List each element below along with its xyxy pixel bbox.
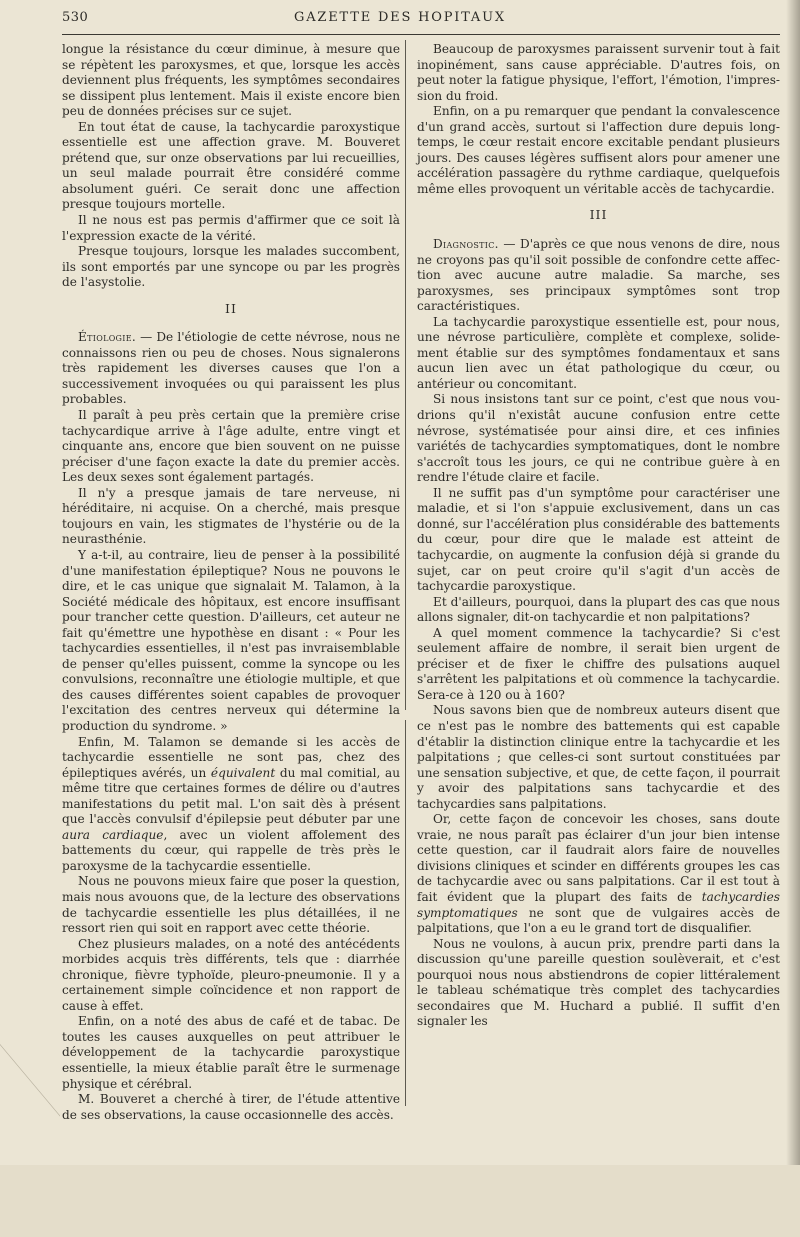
page-fold [0, 1044, 60, 1237]
paragraph: Si nous insistons tant sur ce point, c'est que nous voudrions qu'il n'existât aucune confusion entre cette névrose, systématisée pour ainsi dire, et ces infinies variétés de tachycardies symptomatiques, dont le nombre s'accroît tous les jours, ce qui ne contribue guère à en rendre l'étude claire et facile. [417, 392, 780, 485]
paragraph: A quel moment commence la tachycardie? Si c'est seulement affaire de nombre, il serait bien urgent de préciser et de fixer le chiffre des pulsations auquel s'arrêtent les palpitations et où commence la tachycardie. Sera-ce à 120 ou à 160? [417, 625, 780, 702]
paragraph: Presque toujours, lorsque les malades succombent, ils sont emportés par une syncope ou par les progrès de l'asystolie. [62, 244, 400, 290]
paragraph-text: — De l'étiologie de cette névrose, nous ne connaissons rien ou peu de choses. Nous signalerons très rapidement les diverses causes que l'on a successivement invoquées ou qui paraissent les plus probables. [62, 330, 400, 407]
paragraph: Il ne suffit pas d'un symptôme pour caractériser une maladie, et si l'on s'appuie exclusivement, dans un cas donné, sur l'accélération plus considérable des battements du cœur, pour dire que le malade est atteint de tachycardie, on augmente la confusion déjà si grande du sujet, car on peut croire qu'il s'agit d'un accès de tachycardie paroxystique. [417, 485, 780, 594]
paragraph: Chez plusieurs malades, on a noté des antécédents morbides acquis très différents, tels que : diarrhée chronique, fièvre typhoïde, pleuro-pneumonie. Il y a certainement simple coïncidence et non rapport de cause à effet. [62, 936, 400, 1013]
paragraph: Et d'ailleurs, pourquoi, dans la plupart des cas que nous allons signaler, dit-on tachycardie et non palpitations? [417, 594, 780, 625]
paragraph: Enfin, on a noté des abus de café et de tabac. De toutes les causes auxquelles on peut attribuer le développement de la tachycardie paroxystique essentielle, la mieux établie paraît être le surmenage physique et cérébral. [62, 1014, 400, 1091]
paragraph: Y a-t-il, au contraire, lieu de penser à la possibilité d'une manifestation épileptique? Nous ne pouvons le dire, et le cas unique que signalait M. Talamon, à la Société médicale des hôpitaux, est encore insuffisant pour trancher cette question. D'ailleurs, cet auteur ne fait qu'émettre une hypothèse en disant : « Pour les tachycardies essentielles, il n'est pas invraisemblable de penser qu'elles puissent, comme la syncope ou les convulsions, reconnaître une étiologie multiple, et que des causes différentes soient capables de provoquer l'excitation des centres nerveux qui détermine la production du syndrome. » [62, 547, 400, 733]
etiologie-label: Étiologie. [78, 330, 136, 345]
column-divider [405, 720, 406, 1106]
paragraph: La tachycardie paroxystique essentielle est, pour nous, une névrose particulière, complète et complexe, solidement établie sur des symptômes fondamentaux et sans aucun lien avec un état pathologique du cœur, ou antérieur ou concomitant. [417, 314, 780, 391]
emphasis: tachycardies symptomatiques [417, 889, 780, 920]
paragraph-talamon [62, 735, 400, 875]
paragraph-text: Enfin, M. Talamon se demande si les accès de tachycardie essentielle ne sont pas, chez des épileptiques avérés, un [62, 734, 400, 780]
diagnostic-label: Diagnostic. [433, 237, 499, 252]
paragraph: Il ne nous est pas permis d'affirmer que ce soit là l'expression exacte de la vérité. [62, 213, 400, 243]
paragraph-diagnostic [417, 237, 780, 315]
header-rule [62, 34, 780, 35]
emphasis: aura cardiaque [62, 827, 164, 842]
right-column [417, 42, 780, 1030]
paragraph: Enfin, on a pu remarquer que pendant la convalescence d'un grand accès, surtout si l'affection dure depuis longtemps, le cœur restait encore excitable pendant plusieurs jours. Des causes légères suffisent alors pour amener une accélération passagère du rythme cardiaque, quelquefois même elles provoquent un véritable accès de tachycardie. [417, 104, 780, 196]
paragraph-text: ne sont que de vulgaires accès de palpitations, que l'on a eu le grand tort de disqualifier. [417, 905, 780, 936]
emphasis: équivalent [210, 765, 276, 780]
paragraph: M. Bouveret a cherché à tirer, de l'étude attentive de ses observations, la cause occasionnelle des accès. [62, 1092, 400, 1122]
paragraph: longue la résistance du cœur diminue, à mesure que se répètent les paroxysmes, et que, lorsque les accès deviennent plus fréquents, les symptômes secondaires se dissipent plus lentement. Mais il existe encore bien peu de données précises sur ce sujet. [62, 42, 400, 119]
page-edge-shadow [786, 0, 800, 1165]
section-heading-iii: III [589, 207, 608, 223]
paragraph: Il paraît à peu près certain que la première crise tachycardique arrive à l'âge adulte, entre vingt et cinquante ans, encore que bien souvent on ne puisse préciser d'une façon exacte la date du premier accès. Les deux sexes sont également partagés. [62, 408, 400, 485]
paragraph: Beaucoup de paroxysmes paraissent survenir tout à fait inopinément, sans cause appréciable. D'autres fois, on peut noter la fatigue physique, l'effort, l'émotion, l'impression du froid. [417, 42, 780, 103]
paragraph-text: , avec un violent affolement des battements du cœur, qui rappelle de très près le paroxysme de la tachycardie essentielle. [62, 827, 400, 873]
paragraph-text: — D'après ce que nous venons de dire, nous ne croyons pas qu'il soit possible de confondre cette affection avec aucune autre maladie. Sa marche, ses paroxysmes, ses principaux symptômes sont trop caractéristiques. [417, 237, 780, 314]
paragraph: Nous savons bien que de nombreux auteurs disent que ce n'est pas le nombre des battements qui est capable d'établir la distinction clinique entre la tachycardie et les palpitations ; que celles-ci sont surtout constituées par une sensation subjective, et que, de cette façon, il pourrait y avoir des palpitations sans tachycardie et des tachycardies sans palpitations. [417, 703, 780, 811]
page-number: 530 [62, 10, 89, 25]
paragraph-etiologie [62, 330, 400, 408]
paragraph: En tout état de cause, la tachycardie paroxystique essentielle est une affection grave. M. Bouveret prétend que, sur onze observations par lui recueillies, un seul malade pourrait être considéré comme absolument guéri. Ce serait donc une affection presque toujours mortelle. [62, 119, 400, 212]
paragraph-text: Or, cette façon de concevoir les choses, sans doute vraie, ne nous paraît pas éclairer d'un jour bien intense cette question, car il faudrait alors faire de nouvelles divisions cliniques et scinder en différents groupes les cas de tachycardie avec ou sans palpitations. Car il est tout à fait évident que la plupart des faits de [417, 812, 780, 904]
paragraph: Il n'y a presque jamais de tare nerveuse, ni héréditaire, ni acquise. On a cherché, mais presque toujours en vain, les stigmates de l'hystérie ou de la neurasthénie. [62, 485, 400, 547]
left-column [62, 42, 400, 1123]
paragraph-tachycardies [417, 812, 780, 936]
paragraph-text: du mal comitial, au même titre que certaines formes de délire ou d'autres manifestations du petit mal. L'on sait dès à présent que l'accès convulsif d'épilepsie peut débuter par une [62, 765, 400, 827]
paragraph: Nous ne voulons, à aucun prix, prendre parti dans la discussion qu'une pareille question soulèverait, et c'est pourquoi nous nous abstiendrons de copier littéralement le tableau schématique très complet des tachycardies secondaires que M. Huchard a publié. Il suffit d'en signaler les [417, 936, 780, 1029]
column-divider [405, 40, 406, 710]
page-header [0, 8, 800, 30]
journal-title: GAZETTE DES HOPITAUX [294, 10, 506, 25]
section-heading-ii: II [225, 300, 237, 316]
paragraph: Nous ne pouvons mieux faire que poser la question, mais nous avouons que, de la lecture des observations de tachycardie essentielle les plus détaillées, il ne ressort rien qui soit en rapport avec cette théorie. [62, 874, 400, 936]
